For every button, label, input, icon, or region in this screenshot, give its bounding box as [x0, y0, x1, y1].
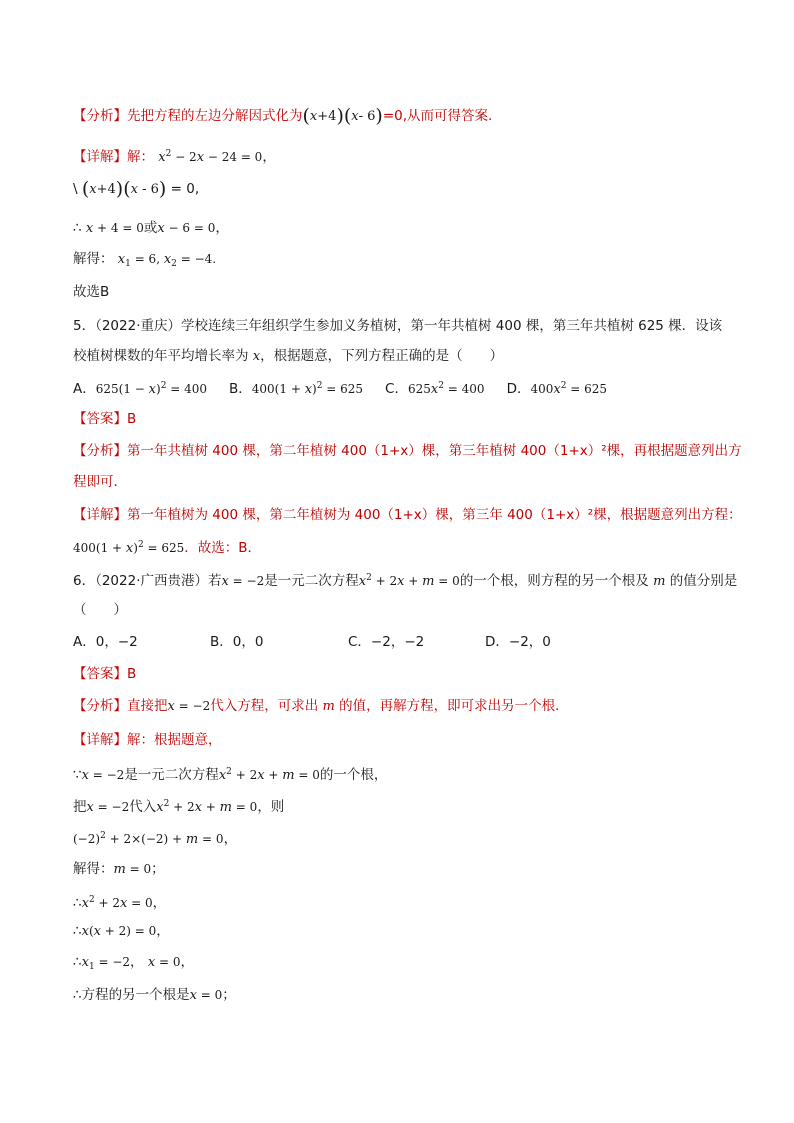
answer-line-6 — [73, 665, 136, 683]
analysis-tag: 【分析】 — [73, 698, 127, 714]
question-6-text-b: 是一元二次方程 — [264, 573, 359, 589]
option-d: D．$400x^2 = 625$ — [506, 381, 608, 397]
question-6: 6．（2022·广西贵港）若x = −2是一元二次方程$x^2 + 2x + m = 0$的一个根，则方程的另一个根及 m 的值分别是 — [73, 573, 738, 589]
step-1: ∵x = −2是一元二次方程$x^2 + 2x + m = 0$的一个根， — [73, 767, 388, 783]
option-c: C．$625x^2 = 400$ — [385, 381, 485, 397]
detail-text: 解： — [127, 149, 154, 165]
question-6-text-a: 6．（2022·广西贵港）若 — [73, 573, 222, 589]
option-b: B．$400(1 + x)^2 = 625$ — [229, 381, 364, 397]
analysis-tail: =0,从而可得答案. — [382, 108, 493, 124]
detail-line-5 — [73, 506, 742, 524]
step-3: $(-2)^2 + 2\times(-2) + m = 0$， — [73, 831, 238, 847]
option-d: D．−2，0 — [485, 634, 551, 650]
analysis-line-5b: 程即可． — [73, 474, 127, 490]
analysis-text-c: 的值，再解方程，即可求出另一个根． — [339, 698, 569, 714]
factor-line: \ (x+4)(x - 6) = 0, — [73, 178, 200, 200]
analysis-line-6: 【分析】直接把x = −2代入方程，可求出 m 的值，再解方程，即可求出另一个根． — [73, 698, 569, 714]
answer-tag: 【答案】 — [73, 411, 127, 427]
step-2: 把x = −2代入$x^2 + 2x + m = 0$，则 — [73, 799, 285, 815]
option-c: C．−2，−2 — [348, 634, 425, 650]
analysis-line-5 — [73, 442, 742, 460]
step-5: $\therefore x^2 + 2x = 0$， — [73, 895, 167, 911]
therefore-icon: ∴ — [73, 220, 82, 236]
option-b: B．0，0 — [210, 634, 264, 650]
analysis-text-b: 代入方程，可求出 — [210, 698, 319, 714]
option-a: A．$625(1 - x)^2 = 400$ — [73, 381, 208, 397]
analysis-text-a: 直接把 — [127, 698, 168, 714]
step-7: $\therefore x_1 = -2$， x = 0， — [73, 954, 195, 972]
detail-text: 第一年植树为 400 棵，第二年植树为 400（1+x）棵，第三年 400（1+x）²棵，根据题意列出方程： — [127, 507, 742, 523]
answer-tag: 【答案】 — [73, 666, 127, 682]
answer-value: B — [127, 411, 137, 427]
option-a: A．0，−2 — [73, 634, 138, 650]
step-4: 解得：m = 0； — [73, 861, 165, 877]
or-text: 或 — [143, 220, 158, 236]
detail-line-5b: $400(1 + x)^2 = 625$．故选：B． — [73, 540, 262, 556]
solution-line: 解得： $x_1 = 6$, $x_2 = -4$. — [73, 251, 217, 269]
question-6-options — [73, 633, 551, 651]
analysis-line: 【分析】先把方程的左边分解因式化为(x+4)(x- 6)=0,从而可得答案. — [73, 105, 493, 127]
answer-value: B — [127, 666, 137, 682]
detail-tag: 【详解】 — [73, 149, 127, 165]
question-5-text-b: ，根据题意，下列方程正确的是（ ） — [260, 348, 504, 364]
question-6-text-d: 的值分别是 — [669, 573, 738, 589]
detail-line-6 — [73, 731, 222, 749]
analysis-tag: 【分析】 — [73, 443, 127, 459]
step-6: ∴x(x + 2) = 0， — [73, 923, 170, 939]
backslash-mark: \ — [73, 181, 78, 197]
question-5-text-a: 校植树棵数的年平均增长率为 — [73, 348, 249, 364]
detail-line: 【详解】解： $x^2 - 2x - 24 = 0$， — [73, 149, 276, 165]
question-5: 5．（2022·重庆）学校连续三年组织学生参加义务植树，第一年共植树 400 棵，第三年共植树 625 棵．设该 — [73, 318, 723, 334]
analysis-tag: 【分析】 — [73, 108, 127, 124]
question-5-options — [73, 377, 607, 399]
answer-line-5 — [73, 410, 136, 428]
step-8: ∴方程的另一个根是x = 0； — [73, 987, 236, 1003]
solution-label: 解得： — [73, 251, 114, 267]
choose-line: 故选B — [73, 284, 110, 300]
analysis-text: 第一年共植树 400 棵，第二年植树 400（1+x）棵，第三年植树 400（1+x）²棵，再根据题意列出方 — [127, 443, 742, 459]
detail-tail: ．故选：B． — [184, 540, 262, 556]
factor-tail: = 0, — [170, 181, 200, 197]
detail-tag: 【详解】 — [73, 732, 127, 748]
question-6-text-c: 的一个根，则方程的另一个根及 — [459, 573, 649, 589]
detail-tag: 【详解】 — [73, 507, 127, 523]
roots-line: ∴ x + 4 = 0或x − 6 = 0， — [73, 220, 229, 236]
analysis-text: 先把方程的左边分解因式化为 — [127, 108, 303, 124]
question-5-cont: 校植树棵数的年平均增长率为 x，根据题意，下列方程正确的是（ ） — [73, 348, 504, 364]
detail-text: 解：根据题意， — [127, 732, 222, 748]
question-6-paren: （ ） — [73, 602, 127, 618]
